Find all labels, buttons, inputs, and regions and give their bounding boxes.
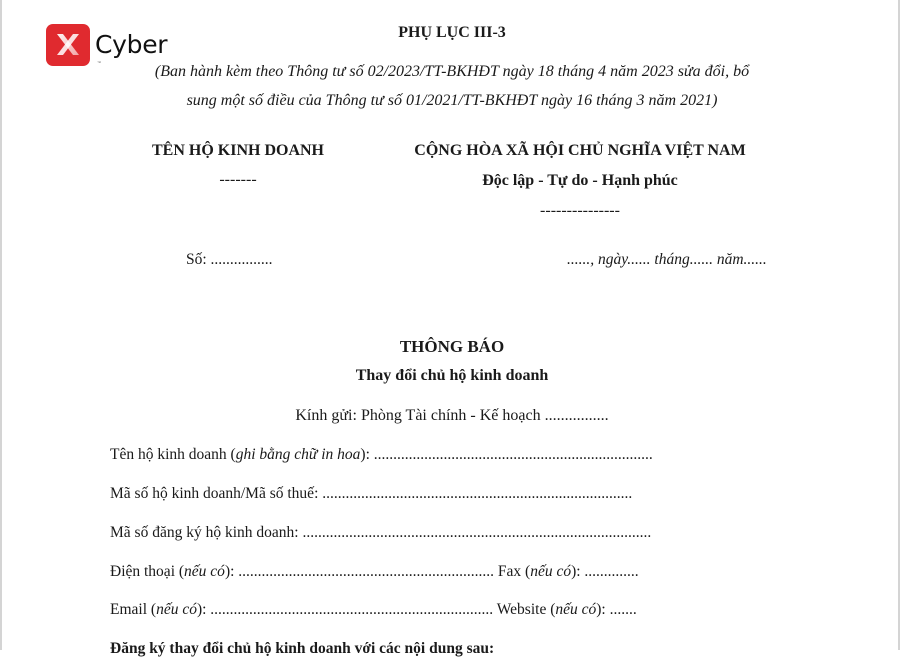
field-label: Mã số đăng ký hộ kinh doanh: <box>110 524 303 541</box>
email-hint: nếu có <box>156 601 197 618</box>
field-label: Tên hộ kinh doanh ( <box>110 446 236 463</box>
field-registration-code <box>110 524 651 542</box>
appendix-subtitle-line2: sung một số điều của Thông tư số 01/2021/TT-BKHĐT ngày 16 tháng 3 năm 2021) <box>186 92 718 109</box>
fax-dots: ): .............. <box>571 563 639 580</box>
fax-label: Fax ( <box>497 563 531 580</box>
field-tax-code <box>110 485 632 503</box>
motto: Độc lập - Tự do - Hạnh phúc <box>482 172 678 189</box>
field-hint: ghi bằng chữ in hoa <box>235 446 361 463</box>
notice-subtitle: Thay đổi chủ hộ kinh doanh <box>355 367 549 384</box>
left-separator: ------- <box>219 171 257 188</box>
right-separator: --------------- <box>540 202 620 219</box>
email-label: Email ( <box>110 601 157 618</box>
fax-hint: nếu có <box>530 563 572 580</box>
field-email-website <box>110 601 637 619</box>
field-label: Mã số hộ kinh doanh/Mã số thuế: <box>110 485 323 502</box>
field-phone-fax <box>110 563 639 581</box>
website-dots: ): ....... <box>596 601 637 618</box>
website-label: Website ( <box>496 601 556 618</box>
trademark-mark: ™ <box>97 59 101 65</box>
nation-heading: CỘNG HÒA XÃ HỘI CHỦ NGHĨA VIỆT NAM <box>414 142 746 159</box>
phone-label: Điện thoại ( <box>110 563 185 580</box>
business-name-heading: TÊN HỘ KINH DOANH <box>151 142 324 159</box>
document-date: ......, ngày...... tháng...... năm...... <box>567 251 767 268</box>
email-dots: ): ......................................................................... <box>196 601 497 618</box>
section-heading: Đăng ký thay đổi chủ hộ kinh doanh với các nội dung sau: <box>110 640 495 657</box>
field-dots: ): ........................................................................ <box>360 446 653 463</box>
field-business-name <box>110 446 653 464</box>
notice-recipient: Kính gửi: Phòng Tài chính - Kế hoạch ................ <box>295 407 609 424</box>
field-dots: ................................................................................ <box>322 485 633 502</box>
document-number: Số: ................ <box>186 251 273 268</box>
brand-name: Cyber ™ <box>95 29 168 65</box>
appendix-title: PHỤ LỤC III-3 <box>398 24 506 41</box>
phone-dots: ): .................................................................. <box>224 563 498 580</box>
field-dots: .......................................................................................... <box>302 524 652 541</box>
appendix-subtitle-line1: (Ban hành kèm theo Thông tư số 02/2023/TT-BKHĐT ngày 18 tháng 4 năm 2023 sửa đổi, bổ <box>154 63 750 80</box>
website-hint: nếu có <box>555 601 597 618</box>
phone-hint: nếu có <box>184 563 225 580</box>
notice-title: THÔNG BÁO <box>399 337 505 356</box>
